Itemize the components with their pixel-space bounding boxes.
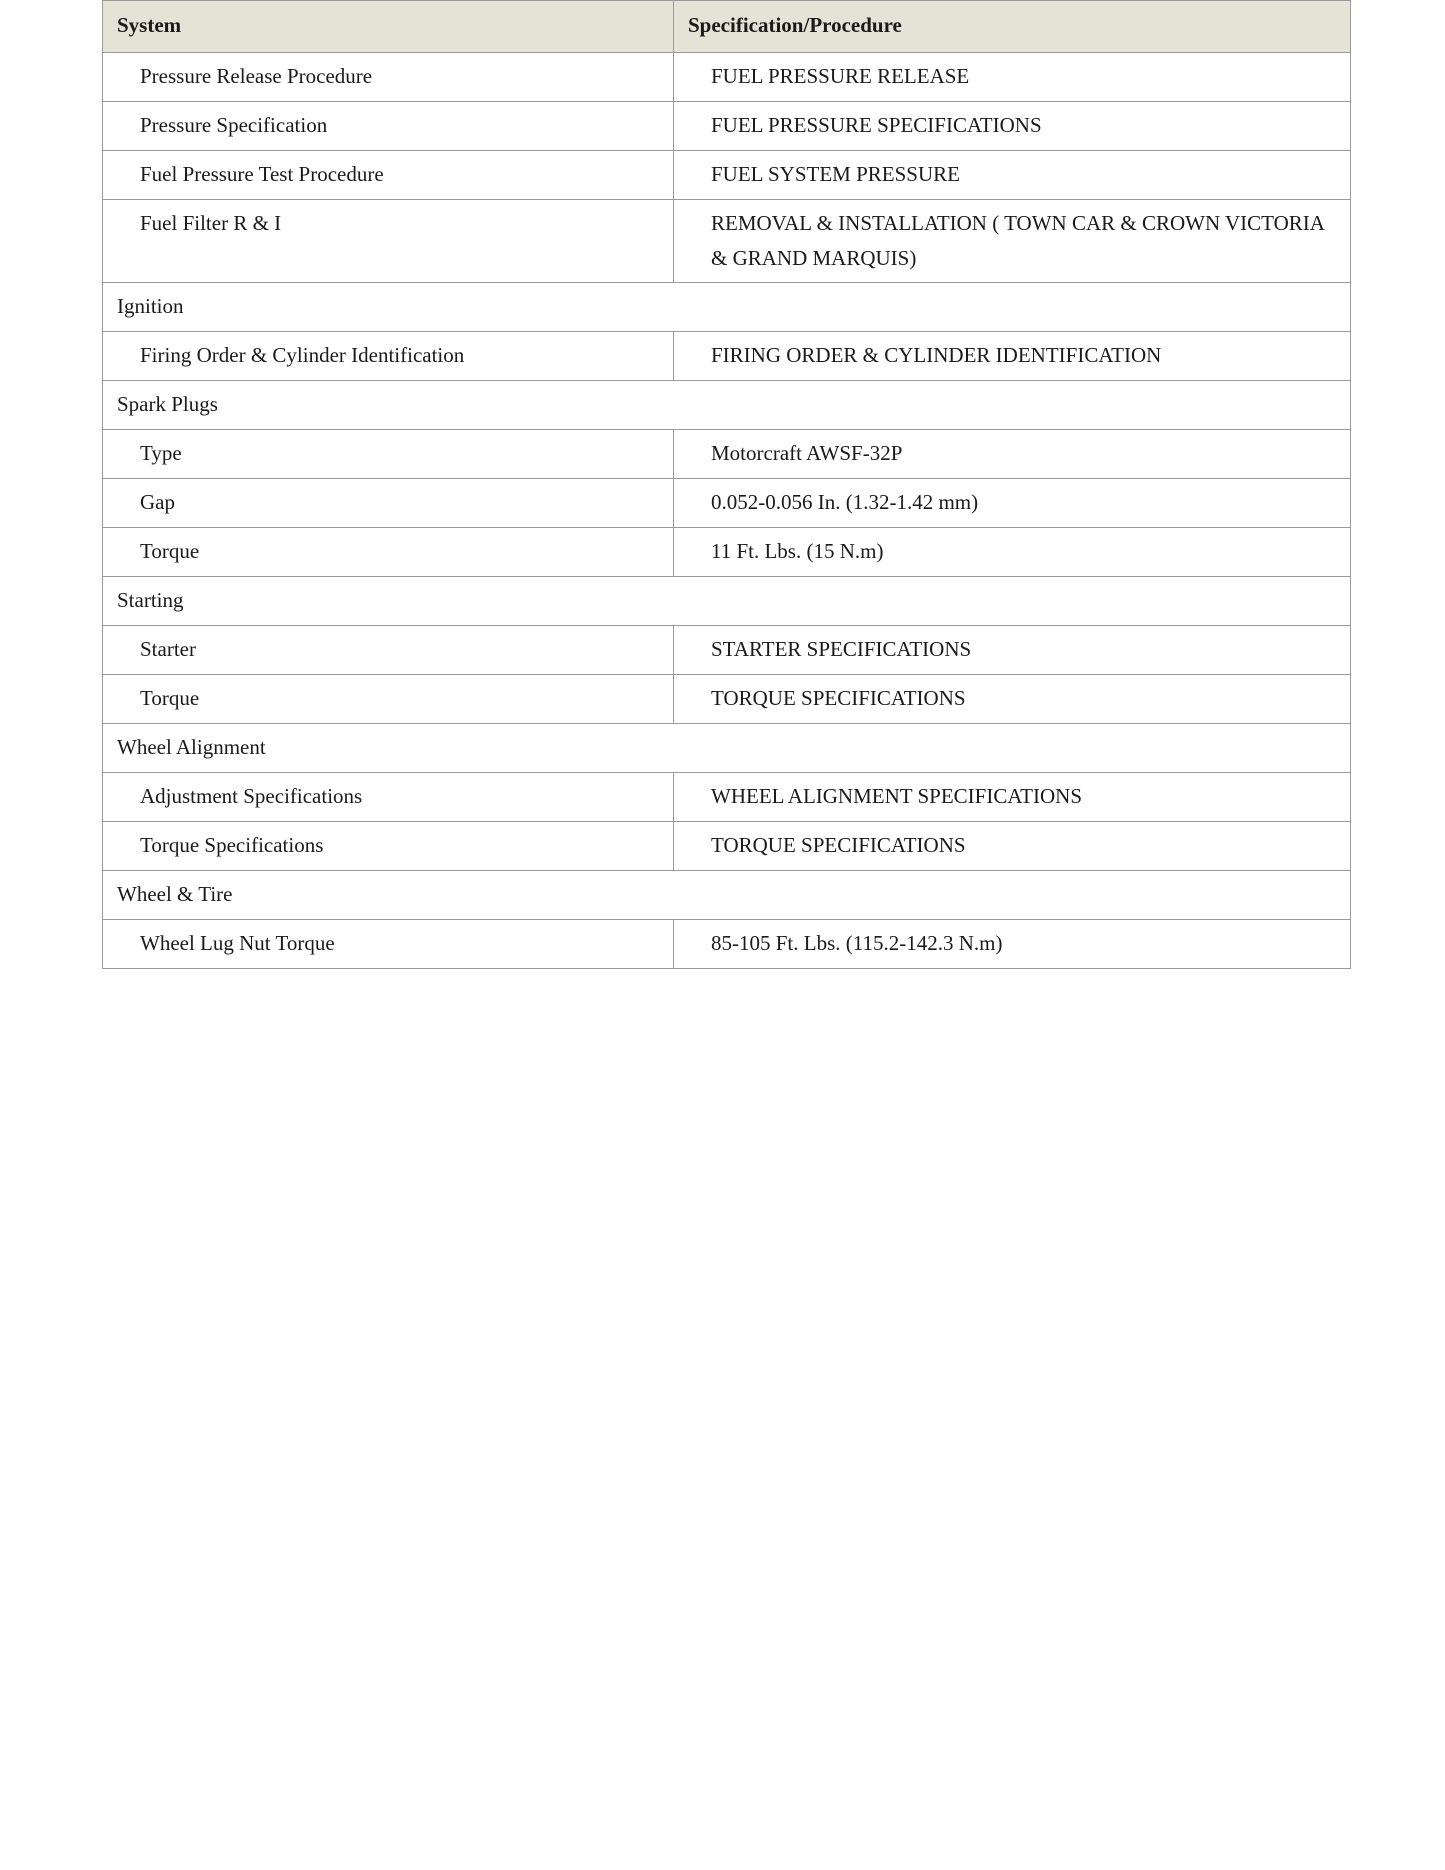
row-value: 0.052-0.056 In. (1.32-1.42 mm) [674, 479, 1351, 528]
header-specification: Specification/Procedure [674, 1, 1351, 53]
row-label: Firing Order & Cylinder Identification [103, 332, 674, 381]
table-row [103, 151, 1351, 200]
row-value: WHEEL ALIGNMENT SPECIFICATIONS [674, 773, 1351, 822]
row-label: Starter [103, 626, 674, 675]
section-label: Wheel & Tire [103, 871, 1351, 920]
row-value: Motorcraft AWSF-32P [674, 430, 1351, 479]
spec-table-body [103, 53, 1351, 969]
row-label: Wheel Lug Nut Torque [103, 920, 674, 969]
row-value: FUEL PRESSURE RELEASE [674, 53, 1351, 102]
row-value: FUEL SYSTEM PRESSURE [674, 151, 1351, 200]
row-value: 11 Ft. Lbs. (15 N.m) [674, 528, 1351, 577]
table-row [103, 200, 1351, 283]
row-label: Torque [103, 528, 674, 577]
table-row [103, 102, 1351, 151]
row-label: Torque Specifications [103, 822, 674, 871]
section-row [103, 577, 1351, 626]
row-value: TORQUE SPECIFICATIONS [674, 822, 1351, 871]
table-row [103, 53, 1351, 102]
section-label: Spark Plugs [103, 381, 1351, 430]
row-label: Fuel Pressure Test Procedure [103, 151, 674, 200]
table-row [103, 626, 1351, 675]
section-row [103, 283, 1351, 332]
row-label: Pressure Specification [103, 102, 674, 151]
row-label: Adjustment Specifications [103, 773, 674, 822]
row-label: Fuel Filter R & I [103, 200, 674, 283]
row-value: REMOVAL & INSTALLATION ( TOWN CAR & CROWN VICTORIA & GRAND MARQUIS) [674, 200, 1351, 283]
header-row [103, 1, 1351, 53]
section-row [103, 381, 1351, 430]
row-value: FIRING ORDER & CYLINDER IDENTIFICATION [674, 332, 1351, 381]
table-row [103, 675, 1351, 724]
row-value: TORQUE SPECIFICATIONS [674, 675, 1351, 724]
section-row [103, 871, 1351, 920]
row-value: 85-105 Ft. Lbs. (115.2-142.3 N.m) [674, 920, 1351, 969]
section-label: Starting [103, 577, 1351, 626]
table-row [103, 528, 1351, 577]
row-label: Gap [103, 479, 674, 528]
table-row [103, 773, 1351, 822]
row-value: STARTER SPECIFICATIONS [674, 626, 1351, 675]
table-row [103, 920, 1351, 969]
row-value: FUEL PRESSURE SPECIFICATIONS [674, 102, 1351, 151]
section-label: Wheel Alignment [103, 724, 1351, 773]
table-row [103, 332, 1351, 381]
table-row [103, 822, 1351, 871]
header-system: System [103, 1, 674, 53]
row-label: Torque [103, 675, 674, 724]
table-row [103, 430, 1351, 479]
section-label: Ignition [103, 283, 1351, 332]
row-label: Pressure Release Procedure [103, 53, 674, 102]
section-row [103, 724, 1351, 773]
row-label: Type [103, 430, 674, 479]
spec-table [102, 0, 1351, 969]
table-row [103, 479, 1351, 528]
